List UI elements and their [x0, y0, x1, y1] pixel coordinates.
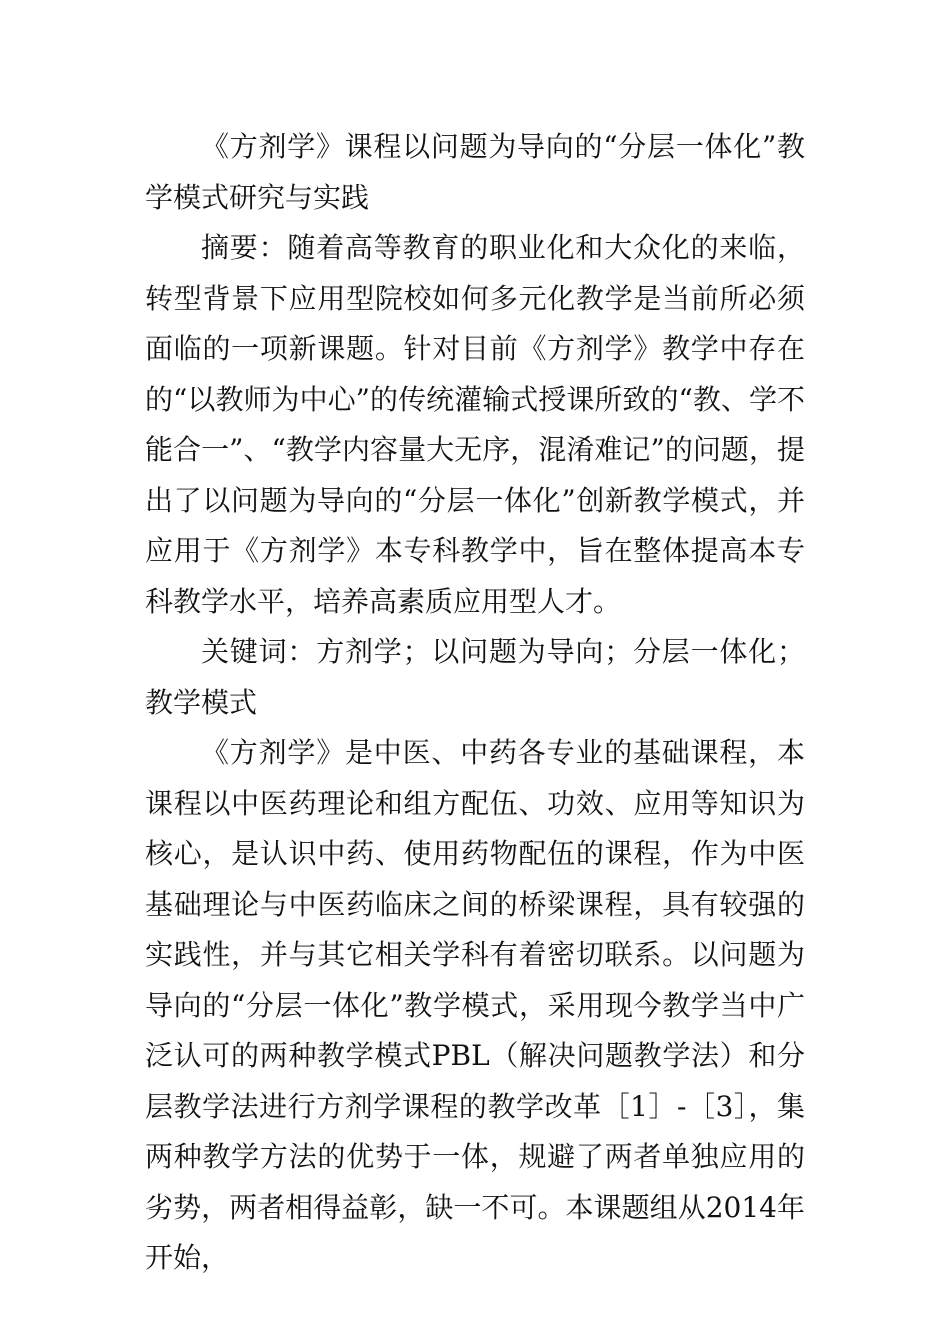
keywords-paragraph [145, 627, 805, 728]
body-paragraph: 《方剂学》是中医、中药各专业的基础课程，本课程以中医药理论和组方配伍、功效、应用等知识为核心，是认识中药、使用药物配伍的课程，作为中医基础理论与中医药临床之间的桥梁课程，具有较强的实践性，并与其它相关学科有着密切联系。以问题为导向的“分层一体化”教学模式，采用现今教学当中广泛认可的两种教学模式PBL（解决问题教学法）和分层教学法进行方剂学课程的教学改革［1］-［3］，集两种教学方法的优势于一体，规避了两者单独应用的劣势，两者相得益彰，缺一不可。本课题组从2014年开始， [145, 736, 805, 1274]
paper-title: 《方剂学》课程以问题为导向的“分层一体化”教学模式研究与实践 [145, 130, 805, 214]
abstract-paragraph [145, 223, 805, 627]
abstract-label: 摘要： [201, 231, 288, 264]
keywords-label: 关键词： [201, 635, 317, 668]
abstract-text: 随着高等教育的职业化和大众化的来临，转型背景下应用型院校如何多元化教学是当前所必须面临的一项新课题。针对目前《方剂学》教学中存在的“以教师为中心”的传统灌输式授课所致的“教、学不能合一”、“教学内容量大无序，混淆难记”的问题，提出了以问题为导向的“分层一体化”创新教学模式，并应用于《方剂学》本专科教学中，旨在整体提高本专科教学水平，培养高素质应用型人才。 [145, 231, 805, 618]
keywords-text: 方剂学；以问题为导向；分层一体化；教学模式 [145, 635, 805, 719]
text-column [145, 122, 805, 1284]
